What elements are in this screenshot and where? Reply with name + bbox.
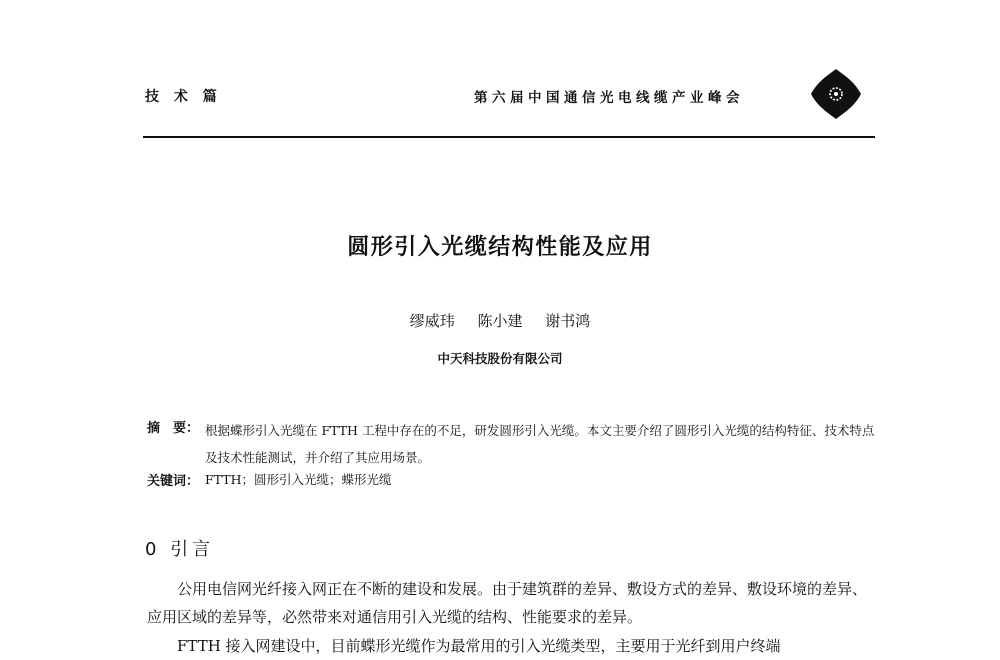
header-section-label: 技 术 篇 [145,89,217,105]
header-divider [143,136,875,138]
conference-logo-icon [809,67,863,121]
paper-affiliation: 中天科技股份有限公司 [437,351,563,366]
header-conference-name: 第六届中国通信光电线缆产业峰会 [474,90,744,106]
body-paragraph-1: 公用电信网光纤接入网正在不断的建设和发展。由于建筑群的差异、敷设方式的差异、敷设环境的差异、应用区域的差异等，必然带来对通信用引入光缆的结构、性能要求的差异。 [147,580,868,626]
section-heading: 0 引言 [145,539,215,560]
body-paragraph-2: FTTH 接入网建设中，目前蝶形光缆作为最常用的引入光缆类型，主要用于光纤到用户终端 [177,637,781,655]
keywords-label: 关键词： [147,474,200,489]
paper-authors: 缪威玮 陈小建 谢书鸿 [409,312,591,330]
paper-title: 圆形引入光缆结构性能及应用 [347,235,653,260]
abstract-text: 根据蝶形引入光缆在 FTTH 工程中存在的不足，研发圆形引入光缆。本文主要介绍了圆形引入光缆的结构特征、技术特点及技术性能测试，并介绍了其应用场景。 [205,423,875,465]
abstract-label: 摘 要： [147,421,200,436]
keywords-text: FTTH；圆形引入光缆；蝶形光缆 [205,472,392,487]
